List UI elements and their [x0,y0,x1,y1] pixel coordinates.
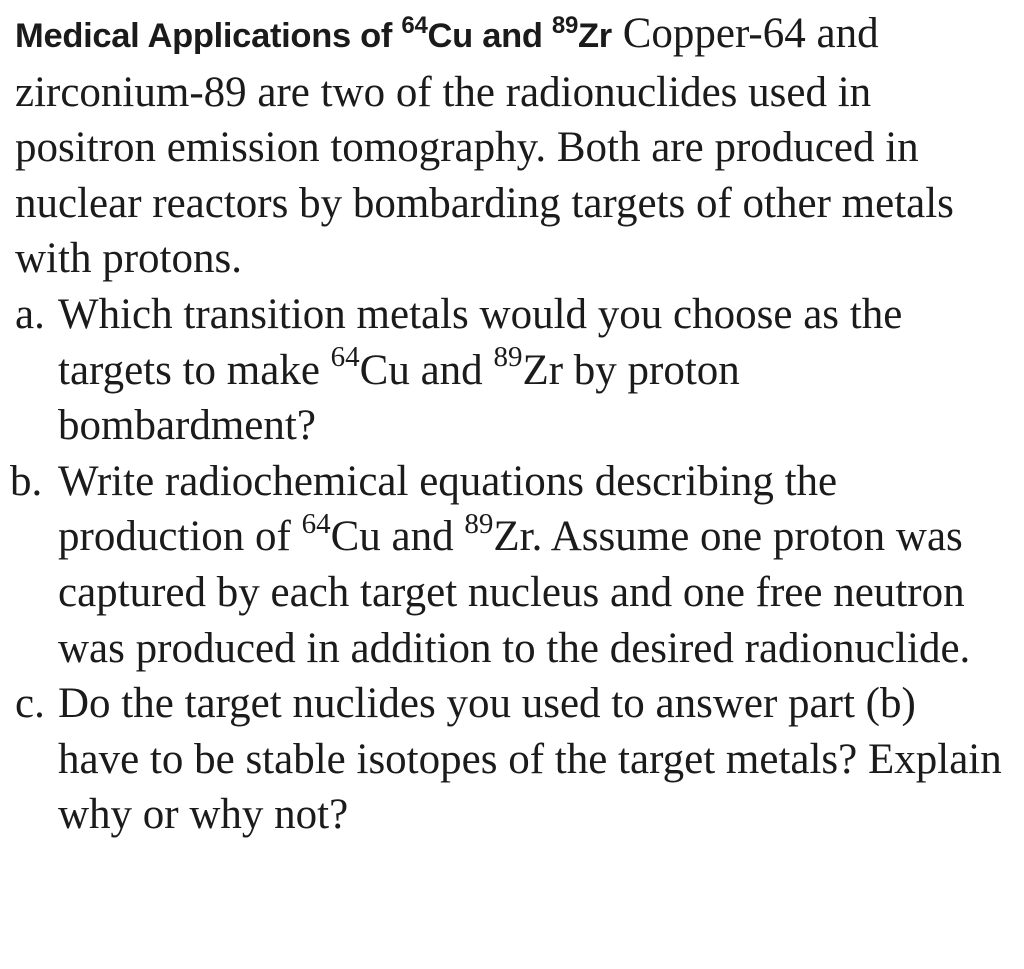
question-a-text-2: Cu and [359,346,494,394]
heading-mass-number-cu: 64 [401,11,428,39]
question-a-letter: a. [15,290,45,338]
question-a-text-3: Zr by proton bombardment? [58,346,740,450]
question-b-text-2: Cu and [330,513,465,561]
question-b-letter: b. [10,457,43,505]
question-b-mass-number-zr: 89 [464,508,494,541]
problem-text [10,6,1005,843]
question-c-letter: c. [15,680,45,728]
question-b [10,454,1005,676]
question-c [15,676,1005,843]
question-a-text-1: Which transition metals would you choose as the targets to make [58,290,903,394]
heading-element-cu: Cu and [427,17,552,55]
heading-element-zr: Zr [578,17,612,55]
problem-heading [15,11,612,55]
question-a-mass-number-cu: 64 [330,341,360,374]
question-b-text-3: Zr. Assume one proton was captured by each target nucleus and one free neutron was produced in addition to the desired radionuclide. [58,513,971,672]
question-b-text-1: Write radiochemical equations describing the production of [58,457,838,561]
intro-paragraph [15,6,1005,287]
question-a-mass-number-zr: 89 [493,341,523,374]
intro-text: Copper-64 and zirconium-89 are two of the radionuclides used in positron emission tomography. Both are produced in nuclear reactors by bombarding targets of other metals with protons. [15,10,954,283]
question-a [15,287,1005,454]
question-b-mass-number-cu: 64 [301,508,331,541]
heading-prefix: Medical Applications of [15,17,402,55]
heading-mass-number-zr: 89 [551,11,579,39]
question-c-text: Do the target nuclides you used to answer part (b) have to be stable isotopes of the target metals? Explain why or why not? [58,680,1002,839]
